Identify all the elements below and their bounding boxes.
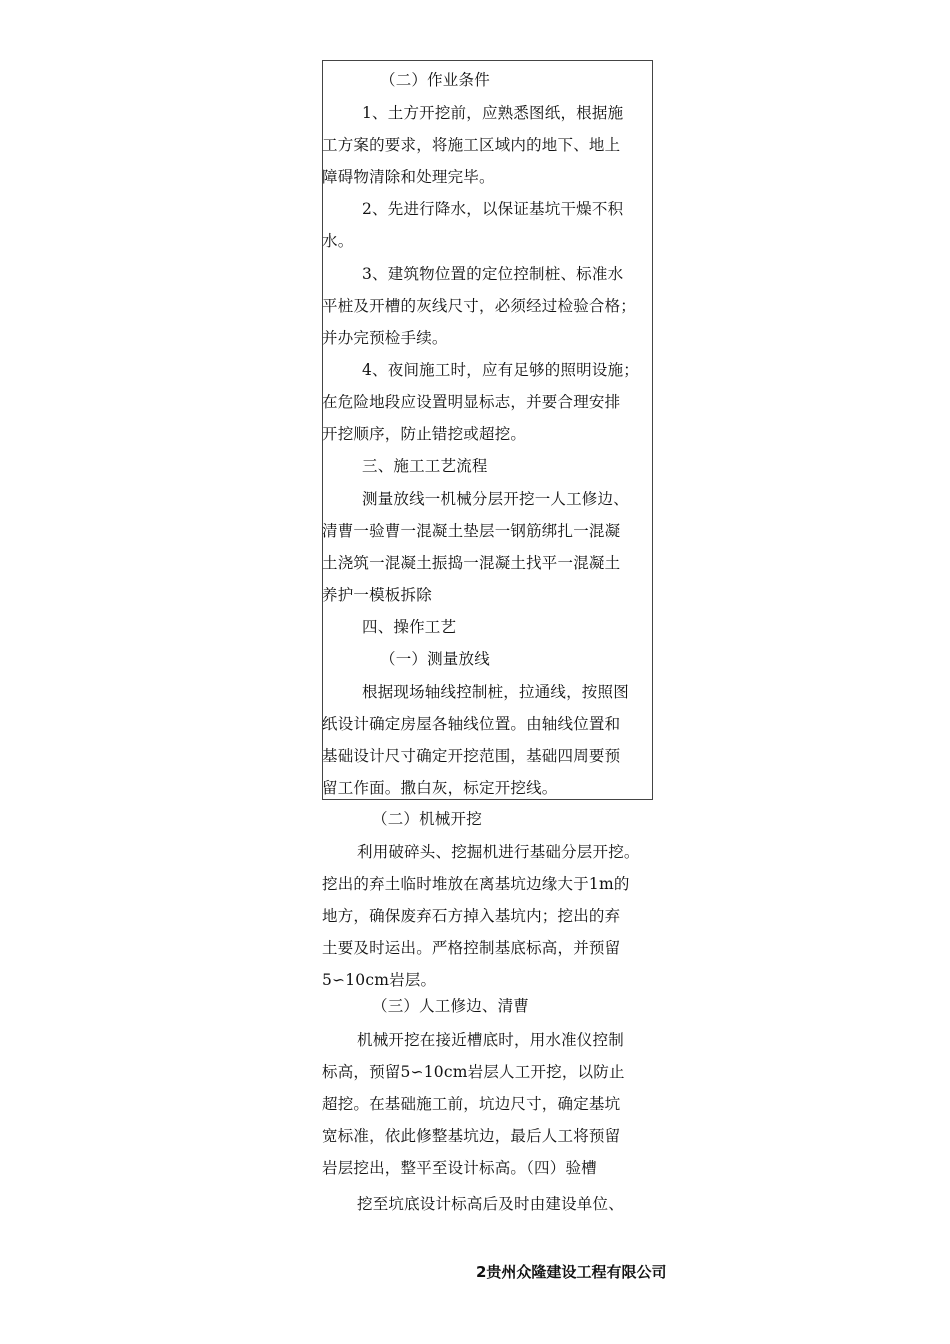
box-line-15: 清曹一验曹一混凝土垫层一钢筋绑扎一混凝 xyxy=(322,522,621,540)
box-line-9: 并办完预检手续。 xyxy=(322,329,448,347)
page-footer-company: 2贵州众隆建设工程有限公司 xyxy=(476,1263,667,1281)
box-line-16: 土浇筑一混凝土振捣一混凝土找平一混凝土 xyxy=(322,554,621,572)
outer-line-5: 土要及时运出。严格控制基底标高，并预留 xyxy=(322,939,621,957)
box-line-11: 在危险地段应设置明显标志，并要合理安排 xyxy=(322,393,621,411)
box-line-12: 开挖顺序，防止错挖或超挖。 xyxy=(322,425,527,443)
outer-line-13: 挖至坑底设计标高后及时由建设单位、 xyxy=(357,1195,624,1213)
box-line-17: 养护一模板拆除 xyxy=(322,586,432,604)
outer-line-1: （二）机械开挖 xyxy=(372,810,482,828)
box-line-1: （二）作业条件 xyxy=(380,71,490,89)
box-line-3: 工方案的要求，将施工区域内的地下、地上 xyxy=(322,136,621,154)
box-line-5: 2、先进行降水，以保证基坑干燥不积 xyxy=(362,200,624,218)
box-line-7: 3、建筑物位置的定位控制桩、标准水 xyxy=(362,265,624,283)
outer-line-8: 机械开挖在接近槽底时，用水准仪控制 xyxy=(357,1031,624,1049)
box-line-8: 平桩及开槽的灰线尺寸，必须经过检验合格； xyxy=(322,297,637,315)
box-line-4: 障碍物清除和处理完毕。 xyxy=(322,168,495,186)
box-line-14: 测量放线一机械分层开挖一人工修边、 xyxy=(362,490,629,508)
box-line-22: 基础设计尺寸确定开挖范围，基础四周要预 xyxy=(322,747,621,765)
box-line-23: 留工作面。撒白灰，标定开挖线。 xyxy=(322,779,558,797)
box-line-6: 水。 xyxy=(322,232,354,250)
box-line-2: 1、土方开挖前，应熟悉图纸，根据施 xyxy=(362,104,624,122)
outer-line-2: 利用破碎头、挖掘机进行基础分层开挖。 xyxy=(357,843,640,861)
box-line-20: 根据现场轴线控制桩，拉通线，按照图 xyxy=(362,683,629,701)
box-line-13: 三、施工工艺流程 xyxy=(362,457,488,475)
box-line-18: 四、操作工艺 xyxy=(362,618,457,636)
box-line-10: 4、夜间施工时，应有足够的照明设施； xyxy=(362,361,639,379)
outer-line-12: 岩层挖出，整平至设计标高。（四）验槽 xyxy=(322,1159,597,1177)
outer-line-7: （三）人工修边、清曹 xyxy=(372,997,530,1015)
outer-line-6: 5∽10cm岩层。 xyxy=(322,971,437,989)
box-line-19: （一）测量放线 xyxy=(380,650,490,668)
box-line-21: 纸设计确定房屋各轴线位置。由轴线位置和 xyxy=(322,715,621,733)
outer-line-9: 标高，预留5∽10cm岩层人工开挖，以防止 xyxy=(322,1063,625,1081)
outer-line-10: 超挖。在基础施工前，坑边尺寸，确定基坑 xyxy=(322,1095,621,1113)
outer-line-11: 宽标准，依此修整基坑边，最后人工将预留 xyxy=(322,1127,621,1145)
outer-line-4: 地方，确保废弃石方掉入基坑内；挖出的弃 xyxy=(322,907,621,925)
outer-line-3: 挖出的弃土临时堆放在离基坑边缘大于1m的 xyxy=(322,875,630,893)
